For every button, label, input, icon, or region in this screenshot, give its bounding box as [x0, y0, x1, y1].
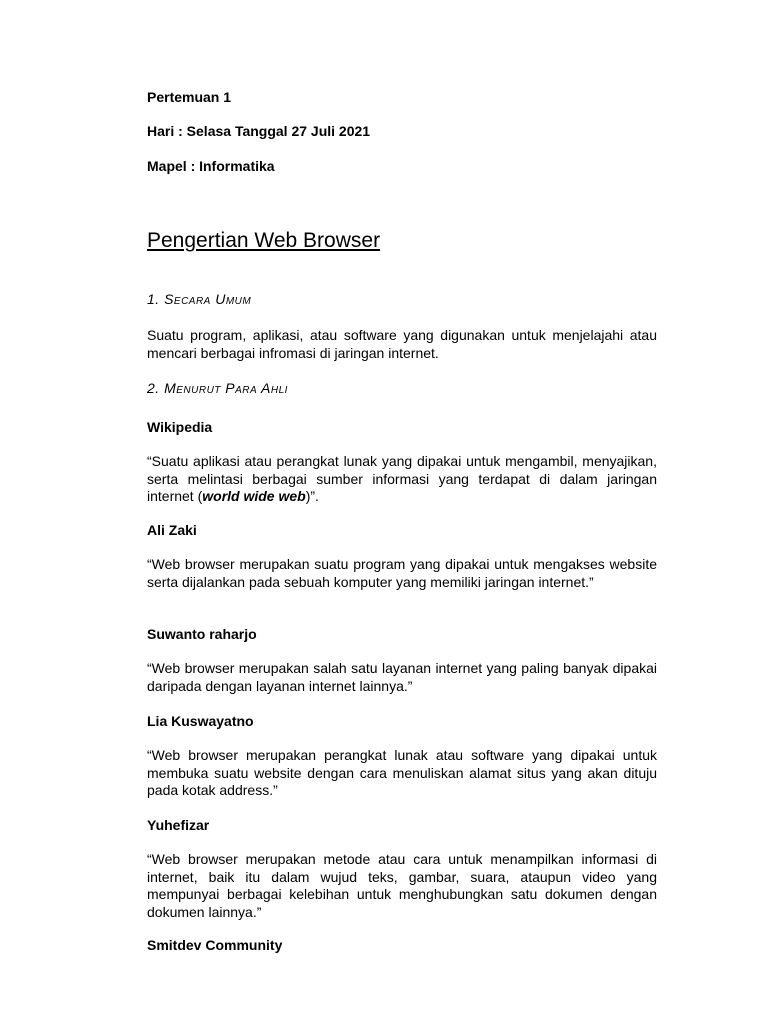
- page-title: Pengertian Web Browser: [147, 229, 381, 252]
- expert-name-lia: Lia Kuswayatno: [147, 713, 254, 729]
- expert-quote-lia: “Web browser merupakan perangkat lunak atau software yang dipakai untuk membuka suatu website dengan cara menuliskan alamat situs yang akan dituju pada kotak address.”: [147, 747, 657, 798]
- expert-quote-wikipedia: [147, 453, 657, 506]
- section-heading-experts: 2. Menurut Para Ahli: [147, 380, 288, 396]
- expert-name-smitdev: Smitdev Community: [147, 937, 283, 953]
- subject-label: Mapel : Informatika: [147, 158, 275, 174]
- expert-name-ali-zaki: Ali Zaki: [147, 522, 197, 538]
- expert-name-suwanto: Suwanto raharjo: [147, 626, 257, 642]
- definition-general: Suatu program, aplikasi, atau software yang digunakan untuk menjelajahi atau mencari berbagai infromasi di jaringan internet.: [147, 327, 657, 361]
- expert-name-wikipedia: Wikipedia: [147, 419, 213, 435]
- quote-emphasis: world wide web: [202, 488, 306, 504]
- meeting-label: Pertemuan 1: [147, 89, 232, 105]
- expert-name-yuhefizar: Yuhefizar: [147, 817, 210, 833]
- expert-quote-ali-zaki: “Web browser merupakan suatu program yang dipakai untuk mengakses website serta dijalankan pada sebuah komputer yang memiliki jaringan internet.”: [147, 556, 657, 590]
- section-heading-general: 1. Secara Umum: [147, 291, 252, 307]
- expert-quote-suwanto: “Web browser merupakan salah satu layanan internet yang paling banyak dipakai daripada dengan layanan internet lainnya.”: [147, 660, 657, 694]
- expert-quote-yuhefizar: “Web browser merupakan metode atau cara untuk menampilkan informasi di internet, baik itu dalam wujud teks, gambar, suara, ataupun video yang mempunyai berbagai kelebihan untuk menghubungkan satu dokumen dengan dokumen lainnya.”: [147, 851, 657, 920]
- day-date-label: Hari : Selasa Tanggal 27 Juli 2021: [147, 123, 371, 139]
- quote-closing: )”.: [305, 488, 319, 504]
- quote-text: “Suatu aplikasi atau perangkat lunak yang dipakai untuk mengambil, menyajikan, serta melintasi berbagai sumber informasi yang terdapat di dalam jaringan internet (: [147, 453, 657, 504]
